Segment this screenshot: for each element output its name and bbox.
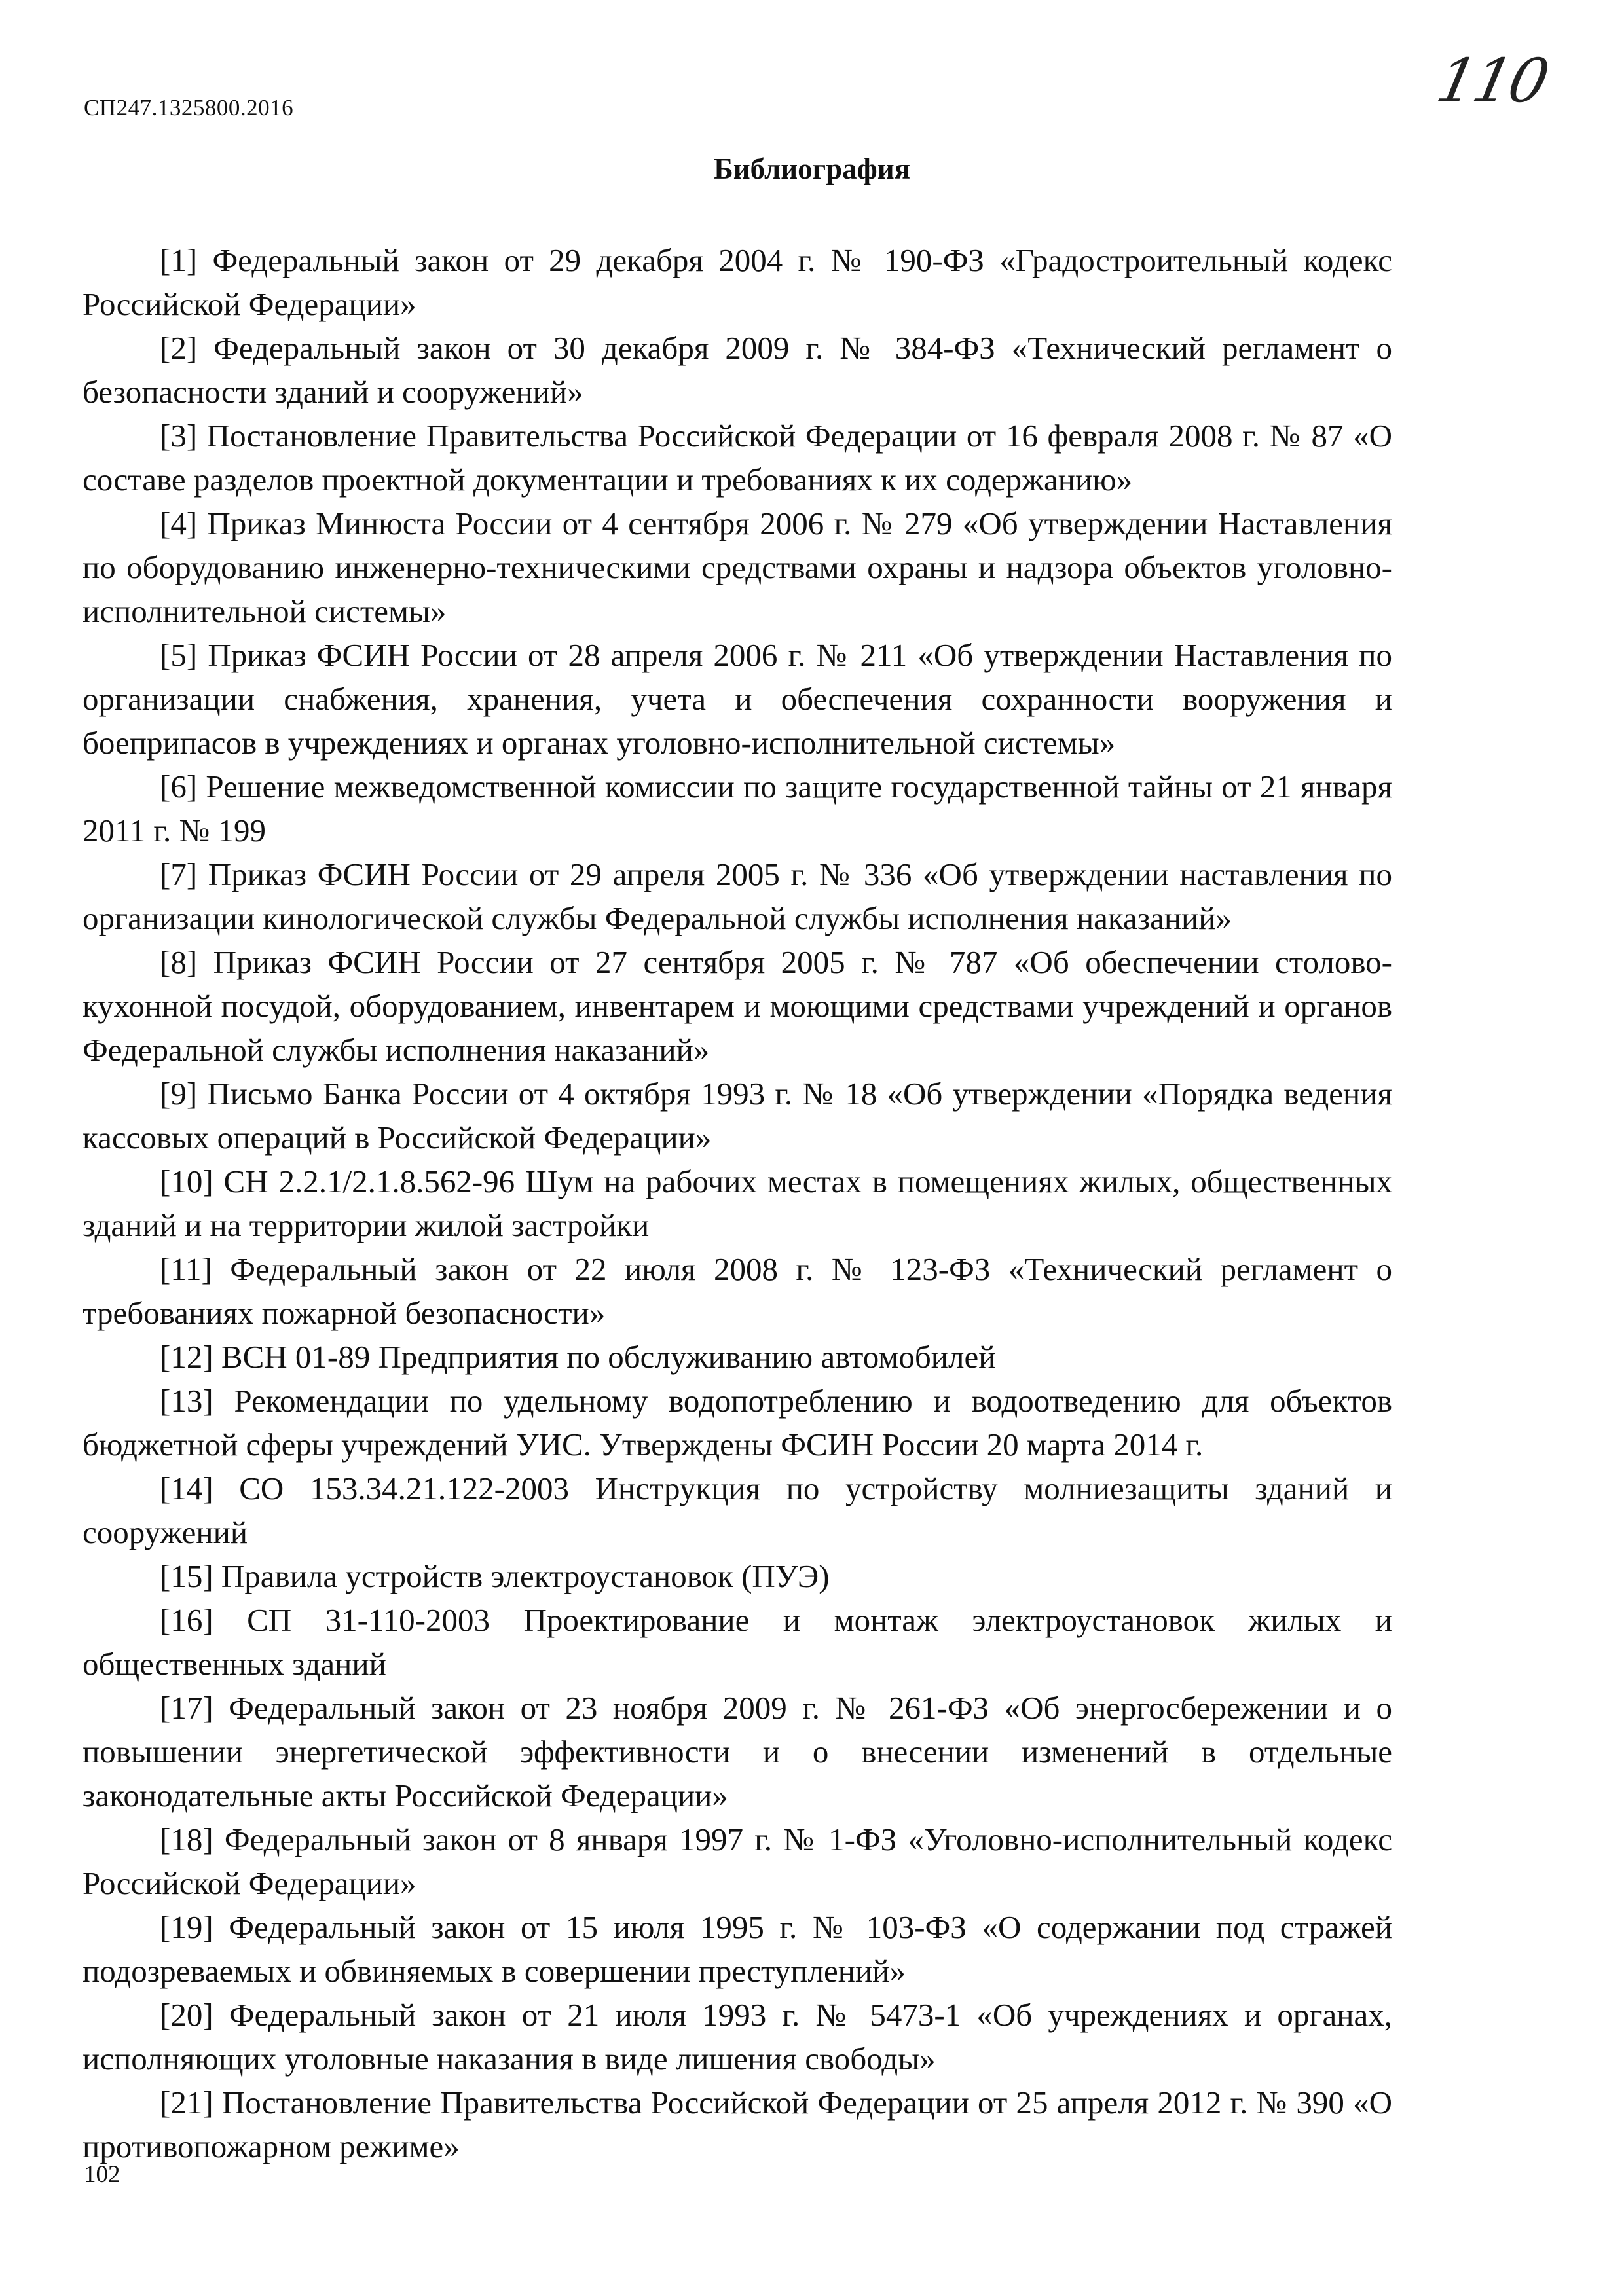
bibliography-entry-16: [16] СП 31-110-2003 Проектирование и монтаж электроустановок жилых и общественных зданий (83, 1602, 1392, 1682)
bibliography-entry-12: [12] ВСН 01-89 Предприятия по обслуживанию автомобилей (160, 1339, 996, 1375)
bibliography-entry-19: [19] Федеральный закон от 15 июля 1995 г. № 103-ФЗ «О содержании под стражей подозреваемых и обвиняемых в совершении преступлений» (83, 1909, 1392, 1989)
bibliography-list (83, 238, 1392, 2168)
bibliography-entry-4: [4] Приказ Минюста России от 4 сентября 2006 г. № 279 «Об утверждении Наставления по оборудованию инженерно-техническими средствами охраны и надзора объектов уголовно-исполнительной системы» (83, 505, 1392, 629)
bibliography-entry-7: [7] Приказ ФСИН России от 29 апреля 2005 г. № 336 «Об утверждении наставления по организации кинологической службы Федеральной службы исполнения наказаний» (83, 856, 1392, 936)
bibliography-entry-10: [10] СН 2.2.1/2.1.8.562-96 Шум на рабочих местах в помещениях жилых, общественных зданий и на территории жилой застройки (83, 1163, 1392, 1243)
bibliography-entry-14: [14] СО 153.34.21.122-2003 Инструкция по устройству молниезащиты зданий и сооружений (83, 1470, 1392, 1550)
page-number: 102 (84, 2161, 120, 2188)
bibliography-entry-21: [21] Постановление Правительства Российской Федерации от 25 апреля 2012 г. № 390 «О противопожарном режиме» (83, 2085, 1392, 2164)
bibliography-entry-15: [15] Правила устройств электроустановок (ПУЭ) (160, 1558, 830, 1594)
bibliography-entry-20: [20] Федеральный закон от 21 июля 1993 г. № 5473-1 «Об учреждениях и органах, исполняющих уголовные наказания в виде лишения свободы» (83, 1997, 1392, 2077)
bibliography-entry-8: [8] Приказ ФСИН России от 27 сентября 2005 г. № 787 «Об обеспечении столово-кухонной посудой, оборудованием, инвентарем и моющими средствами учреждений и органов Федеральной службы исполнения наказаний» (83, 944, 1392, 1068)
bibliography-entry-6: [6] Решение межведомственной комиссии по защите государственной тайны от 21 января 2011 г. № 199 (83, 769, 1392, 848)
handwritten-page-mark: 110 (1431, 46, 1553, 116)
bibliography-entry-1: [1] Федеральный закон от 29 декабря 2004 г. № 190-ФЗ «Градостроительный кодекс Российской Федерации» (83, 242, 1392, 322)
bibliography-entry-18: [18] Федеральный закон от 8 января 1997 г. № 1-ФЗ «Уголовно-исполнительный кодекс Российской Федерации» (83, 1821, 1392, 1901)
bibliography-entry-11: [11] Федеральный закон от 22 июля 2008 г. № 123-ФЗ «Технический регламент о требованиях пожарной безопасности» (83, 1251, 1392, 1331)
page-title: Библиография (713, 153, 911, 185)
bibliography-entry-3: [3] Постановление Правительства Российской Федерации от 16 февраля 2008 г. № 87 «О составе разделов проектной документации и требованиях к их содержанию» (83, 418, 1392, 498)
bibliography-entry-13: [13] Рекомендации по удельному водопотреблению и водоотведению для объектов бюджетной сферы учреждений УИС. Утверждены ФСИН России 20 марта 2014 г. (83, 1383, 1392, 1463)
bibliography-entry-5: [5] Приказ ФСИН России от 28 апреля 2006 г. № 211 «Об утверждении Наставления по организации снабжения, хранения, учета и обеспечения сохранности вооружения и боеприпасов в учреждениях и органах уголовно-исполнительной системы» (83, 637, 1392, 761)
bibliography-entry-9: [9] Письмо Банка России от 4 октября 1993 г. № 18 «Об утверждении «Порядка ведения кассовых операций в Российской Федерации» (83, 1076, 1392, 1156)
bibliography-entry-17: [17] Федеральный закон от 23 ноября 2009 г. № 261-ФЗ «Об энергосбережении и о повышении энергетической эффективности и о внесении изменений в отдельные законодательные акты Российской Федерации» (83, 1690, 1392, 1813)
bibliography-entry-2: [2] Федеральный закон от 30 декабря 2009 г. № 384-ФЗ «Технический регламент о безопасности зданий и сооружений» (83, 330, 1392, 410)
document-code: СП247.1325800.2016 (84, 95, 294, 120)
